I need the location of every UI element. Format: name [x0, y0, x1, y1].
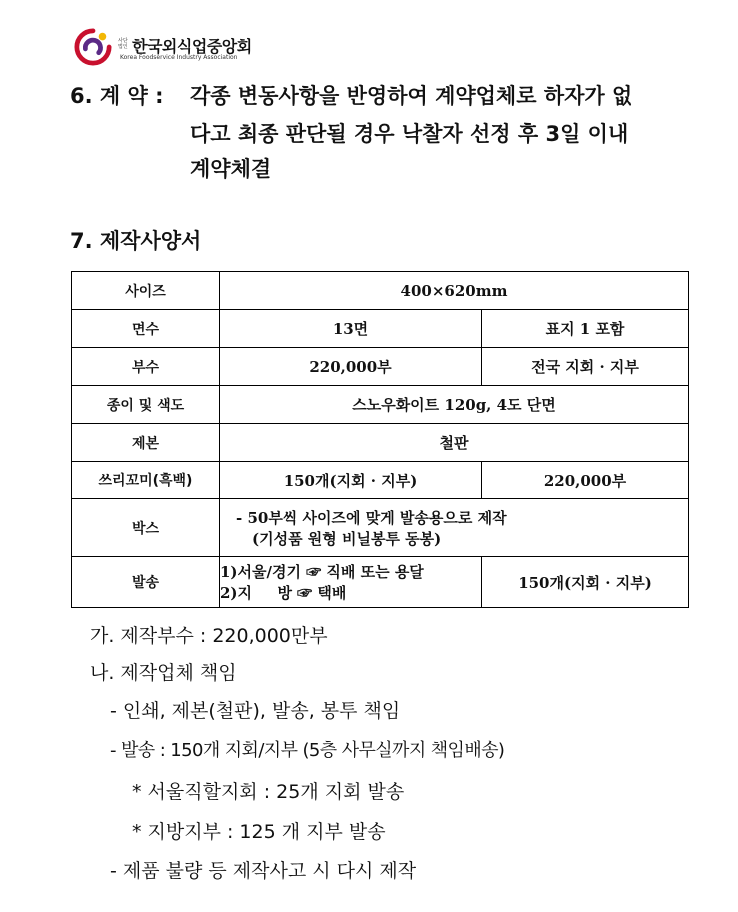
tri-value: 150개(지회 · 지부) [220, 462, 482, 499]
note-b1: - 인쇄, 제본(철판), 발송, 봉투 책임 [110, 700, 401, 722]
note-a: 가. 제작부수 : 220,000만부 [90, 625, 328, 647]
section6-line3: 계약체결 [190, 157, 272, 181]
tri-label: 쓰리꼬미(흑백) [72, 462, 220, 499]
paper-label: 종이 및 색도 [72, 386, 220, 424]
section6-number: 6. 계 약 : [70, 84, 164, 108]
table-row [72, 462, 689, 499]
note-b: 나. 제작업체 책임 [90, 662, 237, 684]
ship-label: 발송 [72, 557, 220, 608]
spec-table [71, 271, 689, 608]
tri-note: 220,000부 [482, 462, 689, 499]
box-line2: (기성품 원형 비닐봉투 동봉) [252, 529, 442, 548]
copies-value: 220,000부 [220, 348, 482, 386]
section7-title: 7. 제작사양서 [70, 229, 202, 253]
ship-line1: 1)서울/경기 ☞ 직배 또는 용달 [220, 563, 424, 581]
box-value [220, 499, 689, 557]
binding-label: 제본 [72, 424, 220, 462]
table-row [72, 272, 689, 310]
binding-value: 철판 [220, 424, 689, 462]
table-row [72, 348, 689, 386]
org-type-label: 사단법인 [118, 38, 128, 50]
ship-line2: 2)지 방 ☞ 택배 [220, 584, 347, 602]
note-b2: - 발송 : 150개 지회/지부 (5층 사무실까지 책임배송) [110, 740, 505, 761]
note-b2b: * 지방지부 : 125 개 지부 발송 [132, 821, 386, 843]
pages-note: 표지 1 포함 [482, 310, 689, 348]
paper-value: 스노우화이트 120g, 4도 단면 [220, 386, 689, 424]
copies-note: 전국 지회 · 지부 [482, 348, 689, 386]
org-logo [74, 26, 294, 70]
note-b3: - 제품 불량 등 제작사고 시 다시 제작 [110, 860, 417, 882]
section6-line1: 각종 변동사항을 반영하여 계약업체로 하자가 없 [190, 84, 633, 108]
pages-label: 면수 [72, 310, 220, 348]
box-label: 박스 [72, 499, 220, 557]
table-row [72, 386, 689, 424]
table-row [72, 499, 689, 557]
table-row [72, 557, 689, 608]
copies-label: 부수 [72, 348, 220, 386]
ship-note: 150개(지회 · 지부) [482, 557, 689, 608]
size-label: 사이즈 [72, 272, 220, 310]
size-value: 400×620mm [220, 272, 689, 310]
section6-line2: 다고 최종 판단될 경우 낙찰자 선정 후 3일 이내 [190, 122, 629, 146]
org-logo-mark-icon [74, 28, 112, 66]
org-name: 한국외식업중앙회 [132, 37, 252, 56]
table-row [72, 424, 689, 462]
org-english-name: Korea Foodservice Industry Association [120, 54, 238, 61]
table-row [72, 310, 689, 348]
ship-value [220, 557, 482, 608]
pages-value: 13면 [220, 310, 482, 348]
note-b2a: * 서울직할지회 : 25개 지회 발송 [132, 781, 405, 803]
box-line1: - 50부씩 사이즈에 맞게 발송용으로 제작 [236, 508, 507, 527]
